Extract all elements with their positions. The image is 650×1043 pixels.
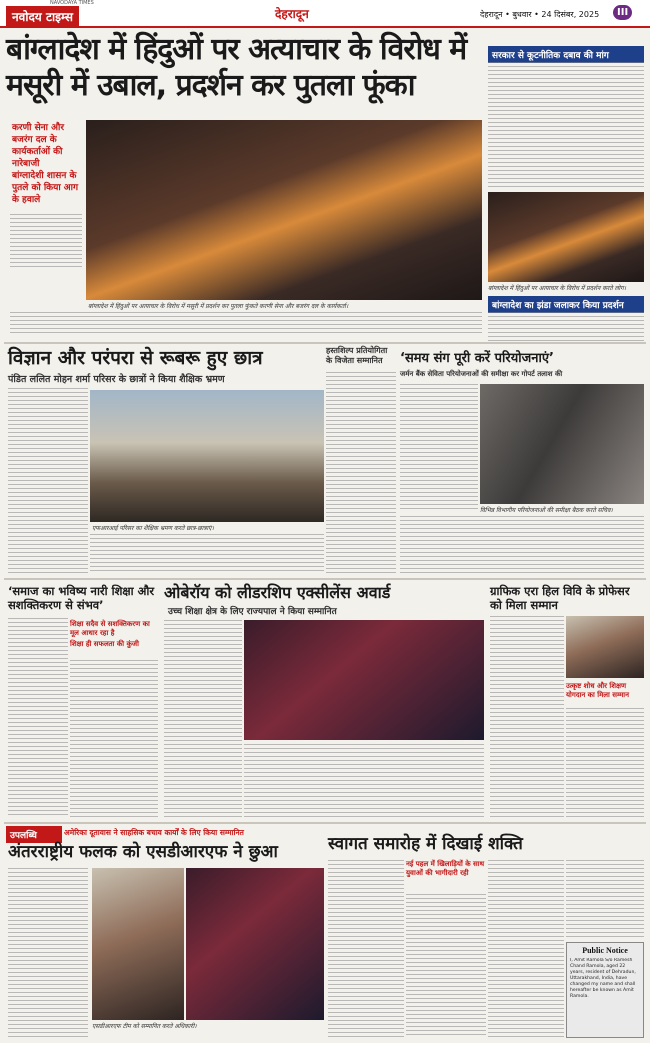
international-photo-1 [92, 868, 184, 1020]
masthead-tagline: NAVODAYA TIMES [50, 0, 94, 6]
welcome-headline: स्वागत समारोह में दिखाई शक्ति [328, 834, 523, 854]
science-photo [90, 390, 324, 522]
oberoi-headline: ओबेरॉय को लीडरशिप एक्सीलेंस अवार्ड [164, 583, 391, 602]
projects-subheadline: जर्मन बैंक सेविता परियोजनाओं की समीक्षा कर गोपर्ट तलाश की [400, 370, 563, 378]
lead-photo [86, 120, 482, 300]
right-top-body [488, 62, 644, 190]
projects-headline: ‘समय संग पूरी करें परियोजनाएं’ [400, 351, 554, 366]
welcome-bullet: नई पहल में खिलाड़ियों के साथ युवाओं की भागीदारी रही [406, 860, 485, 877]
section-divider-2 [4, 578, 646, 580]
lead-bullet-1: करणी सेना और बजरंग दल के कार्यकर्ताओं की नारेबाजी [12, 123, 64, 169]
international-strip: अमेरिका दूतावास ने साहसिक बचाव कार्यों के लिए किया सम्मानित [64, 828, 244, 837]
right-sub-headline: बांग्लादेश का झंडा जलाकर किया प्रदर्शन [488, 296, 644, 313]
projects-body-lower [400, 516, 644, 574]
lead-headline: बांग्लादेश में हिंदुओं पर अत्याचार के विरोध में मसूरी में उबाल, प्रदर्शन कर पुतला फूंका [6, 32, 467, 103]
welcome-body-col-3 [488, 860, 564, 1038]
oberoi-body-col [164, 620, 242, 818]
graphic-era-bullet: उत्कृष्ट शोध और शिक्षण योगदान का मिला सम्मान [566, 682, 629, 699]
date-line: देहरादून • बुधवार • 24 दिसंबर, 2025 [480, 10, 600, 19]
science-body-lower [90, 534, 324, 574]
welcome-body-col-4 [566, 860, 644, 938]
oberoi-subheadline: उच्च शिक्षा क्षेत्र के लिए राज्यपाल ने किया सम्मानित [168, 607, 337, 617]
section-divider [4, 342, 646, 344]
women-body-col-2 [70, 660, 158, 818]
public-notice-title: Public Notice [582, 946, 628, 955]
craft-body [326, 372, 396, 574]
science-photo-caption: एफआरआई परिसर का शैक्षिक भ्रमण करते छात्र-छात्राएं। [92, 525, 214, 532]
international-headline: अंतरराष्ट्रीय फलक को एसडीआरएफ ने छुआ [8, 842, 278, 862]
international-body-col [8, 868, 88, 1038]
women-body-col [8, 618, 68, 818]
projects-body-col [400, 384, 478, 512]
international-tag: उपलब्धि [6, 826, 62, 843]
city-name: देहरादून [275, 7, 309, 21]
lead-photo-caption: बांग्लादेश में हिंदुओं पर अत्याचार के विरोध में मसूरी में प्रदर्शन कर पुतला फूंकते करणी सेना और बजरंग दल के कार्यकर्ता। [88, 303, 349, 310]
oberoi-body-lower [244, 744, 484, 818]
graphic-era-body-col-2 [566, 708, 644, 818]
right-top-photo [488, 192, 644, 282]
welcome-body-col-1 [328, 860, 404, 1038]
oberoi-photo [244, 620, 484, 740]
welcome-body-col-2 [406, 894, 486, 1038]
graphic-era-photo [566, 616, 644, 678]
newspaper-logo: नवोदय टाइम्स [6, 6, 79, 27]
right-top-headline: सरकार से कूटनीतिक दबाव की मांग [488, 46, 644, 63]
science-body-col [8, 388, 88, 574]
lead-body-column [10, 214, 82, 270]
page-number: III [613, 5, 632, 20]
lead-bullet-2: बांग्लादेशी शासन के पुतले को किया आग के हवाले [12, 171, 79, 205]
international-caption: एसडीआरएफ टीम को सम्मानित करते अधिकारी। [92, 1023, 197, 1030]
women-bullet-2: शिक्षा ही सफलता की कुंजी [70, 640, 139, 648]
section-divider-3 [4, 822, 646, 824]
science-subheadline: पंडित ललित मोहन शर्मा परिसर के छात्रों ने किया शैक्षिक भ्रमण [8, 374, 225, 385]
women-bullet-1: शिक्षा सदैव से सशक्तिकरण का मूल आधार रहा है [70, 620, 150, 637]
international-photo-2 [186, 868, 324, 1020]
science-headline: विज्ञान और परंपरा से रूबरू हुए छात्र [8, 347, 263, 369]
women-headline: ‘समाज का भविष्य नारी शिक्षा और सशक्तिकरण से संभव’ [8, 584, 155, 612]
public-notice-body: I, Amit Ramola S/o Ramesh Chand Ramola, aged 22 years, resident of Dehradun, Uttarakhand, India, have changed my name and shall hereafter be known as Amit Ramola. [570, 958, 636, 999]
graphic-era-body-col [490, 616, 564, 818]
craft-headline: हस्तशिल्प प्रतियोगिता के विजेता सम्मानित [326, 346, 388, 365]
lead-body-text [10, 312, 482, 336]
right-sub-body [488, 312, 644, 342]
projects-photo [480, 384, 644, 504]
right-top-caption: बांग्लादेश में हिंदुओं पर अत्याचार के विरोध में प्रदर्शन करते लोग। [488, 285, 626, 292]
projects-caption: विभिन्न विभागीय परियोजनाओं की समीक्षा बैठक करते सचिव। [480, 507, 613, 514]
graphic-era-headline: ग्राफिक एरा हिल विवि के प्रोफेसर को मिला सम्मान [490, 584, 630, 612]
